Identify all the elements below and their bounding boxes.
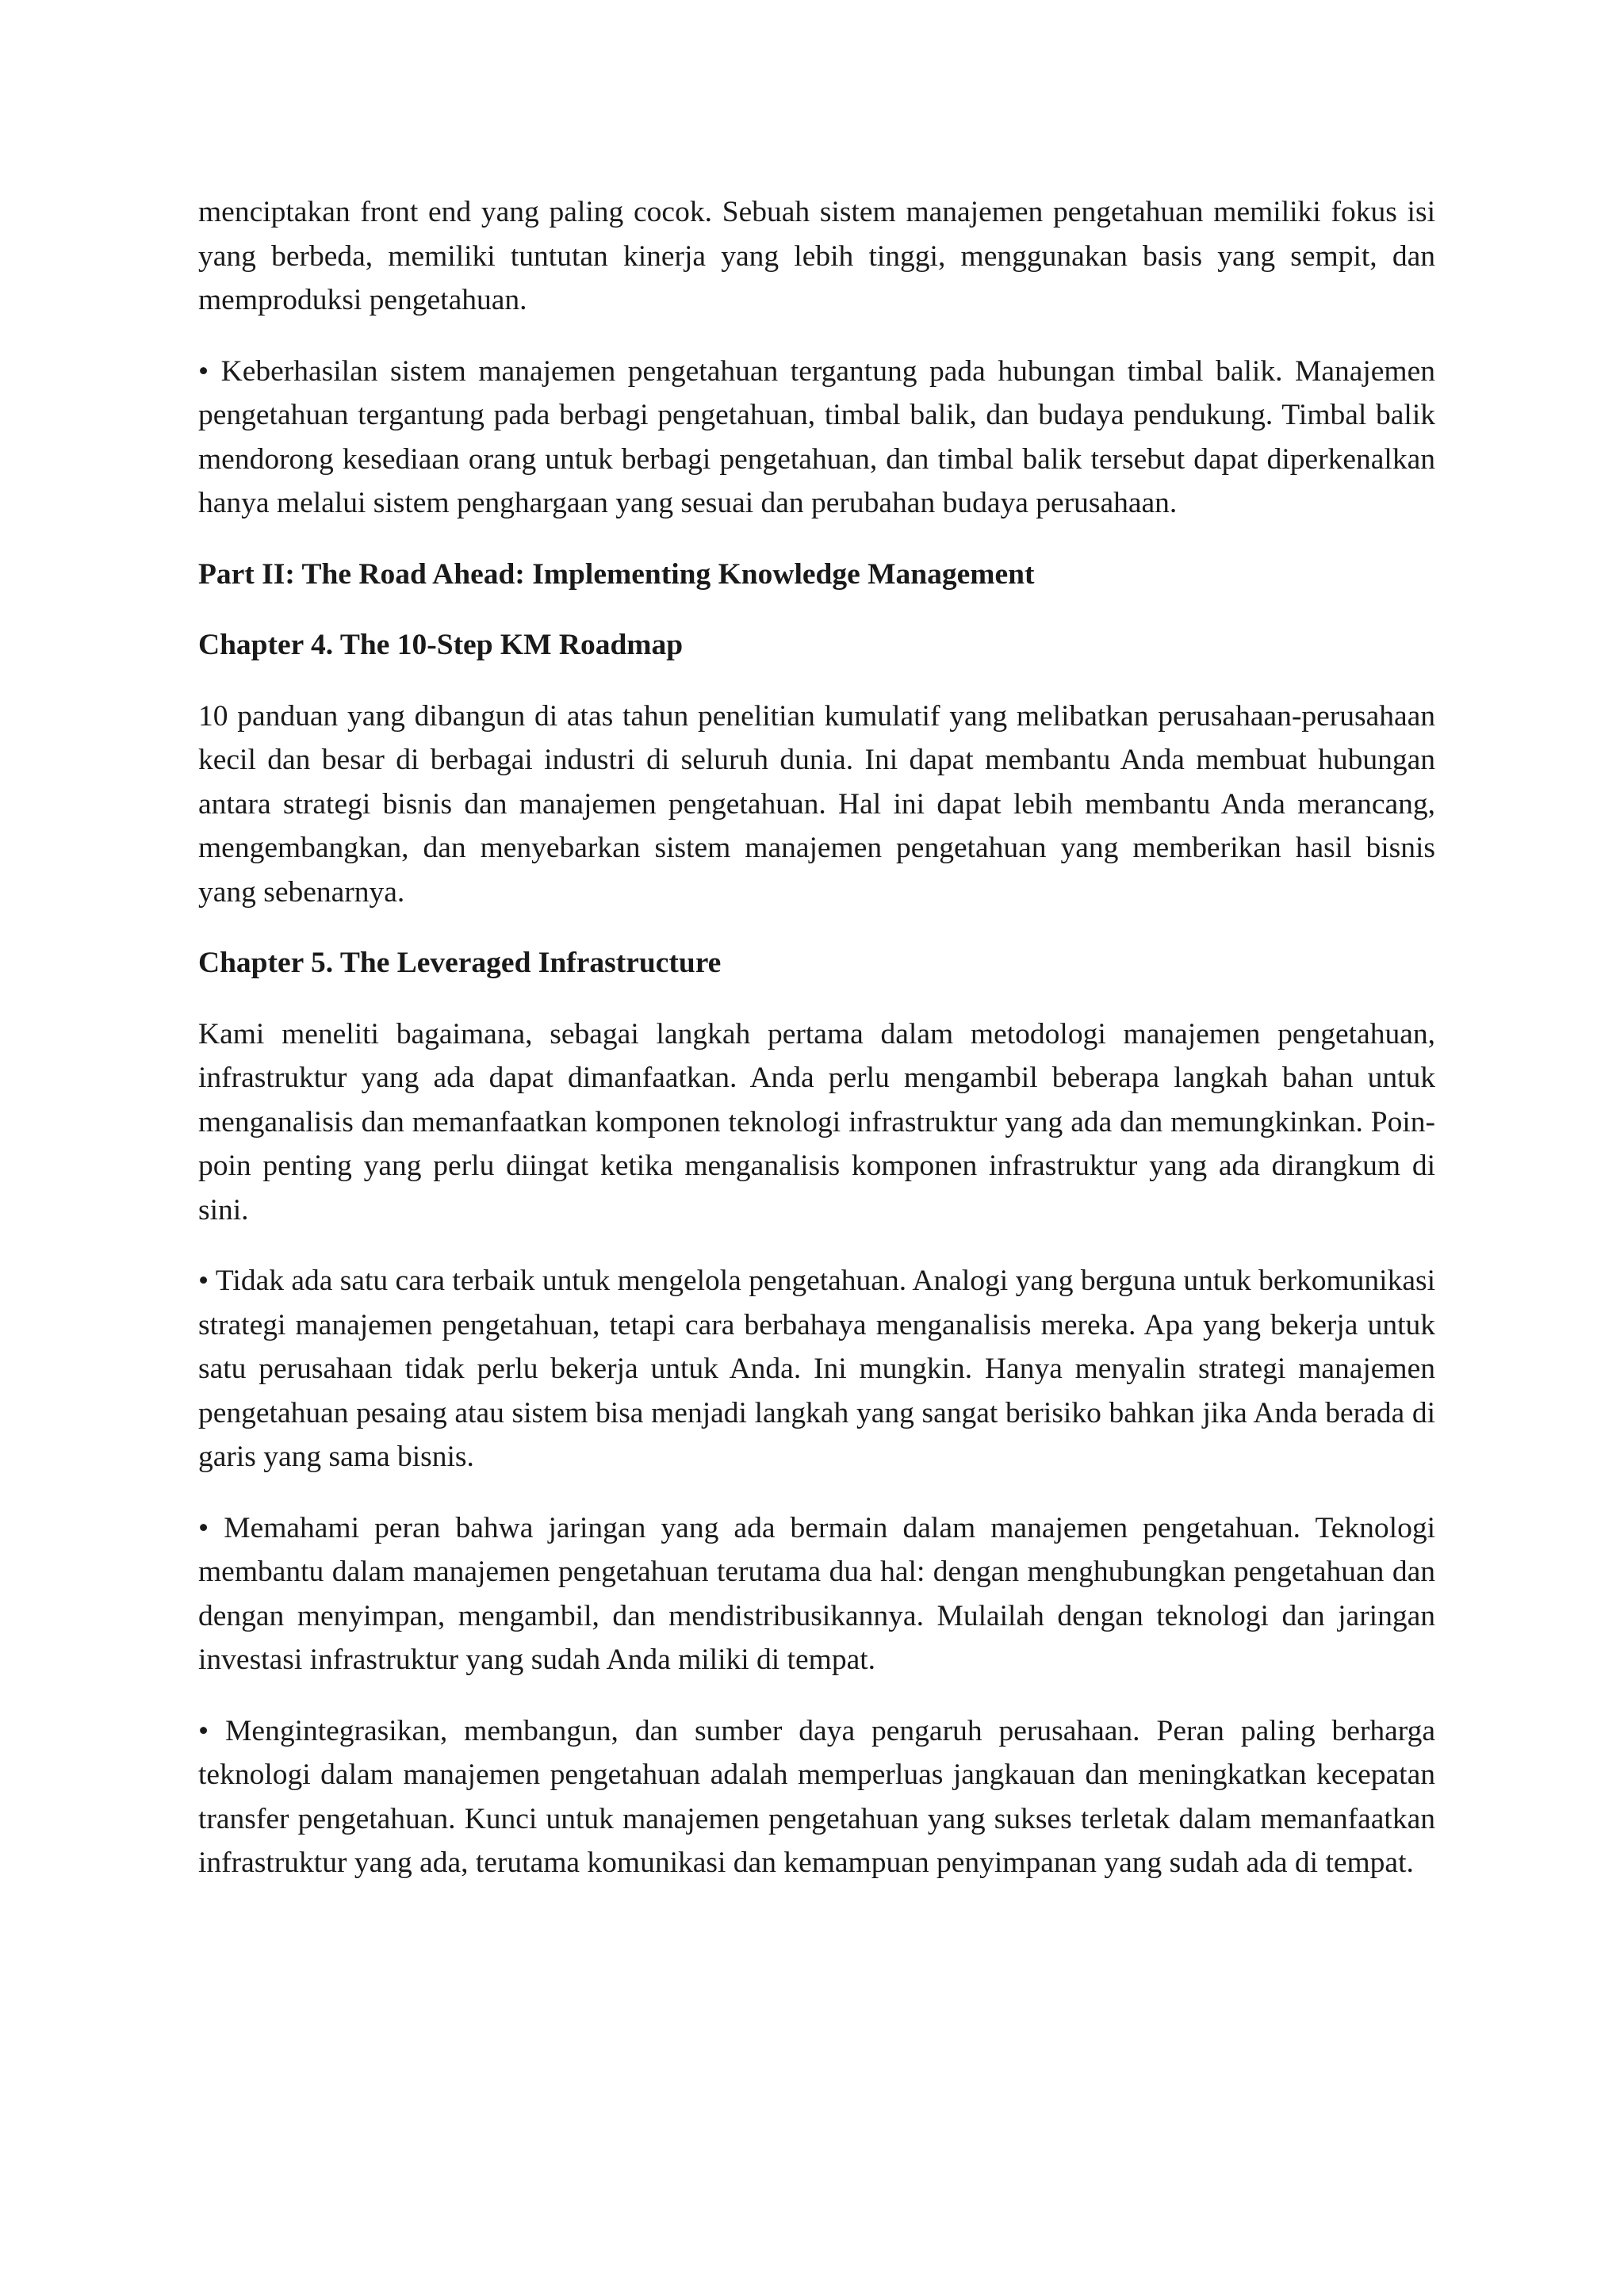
document-page [198,190,1435,1912]
bullet-paragraph-no-best-way: • Tidak ada satu cara terbaik untuk mengelola pengetahuan. Analogi yang berguna untuk berkomunikasi strategi manajemen pengetahuan, tetapi cara berbahaya menganalisis mereka. Apa yang bekerja untuk satu perusahaan tidak perlu bekerja untuk Anda. Ini mungkin. Hanya menyalin strategi manajemen pengetahuan pesaing atau sistem bisa menjadi langkah yang sangat berisiko bahkan jika Anda berada di garis yang sama bisnis. [198,1265,1435,1473]
chapter-4-heading: Chapter 4. The 10-Step KM Roadmap [198,629,684,661]
bullet-paragraph-reciprocity: • Keberhasilan sistem manajemen pengetahuan tergantung pada hubungan timbal balik. Manajemen pengetahuan tergantung pada berbagi pengetahuan, timbal balik, dan budaya pendukung. Timbal balik mendorong kesediaan orang untuk berbagi pengetahuan, dan timbal balik tersebut dapat diperkenalkan hanya melalui sistem penghargaan yang sesuai dan perubahan budaya perusahaan. [198,354,1435,519]
paragraph-continuation: menciptakan front end yang paling cocok. Sebuah sistem manajemen pengetahuan memiliki fokus isi yang berbeda, memiliki tuntutan kinerja yang lebih tinggi, menggunakan basis yang sempit, dan memproduksi pengetahuan. [198,196,1435,316]
bullet-paragraph-integrate: • Mengintegrasikan, membangun, dan sumber daya pengaruh perusahaan. Peran paling berharga teknologi dalam manajemen pengetahuan adalah memperluas jangkauan dan meningkatkan kecepatan transfer pengetahuan. Kunci untuk manajemen pengetahuan yang sukses terletak dalam memanfaatkan infrastruktur yang ada, terutama komunikasi dan kemampuan penyimpanan yang sudah ada di tempat. [198,1714,1435,1879]
part-heading: Part II: The Road Ahead: Implementing Knowledge Management [198,557,1035,591]
bullet-paragraph-networks: • Memahami peran bahwa jaringan yang ada bermain dalam manajemen pengetahuan. Teknologi membantu dalam manajemen pengetahuan terutama dua hal: dengan menghubungkan pengetahuan dan dengan menyimpan, mengambil, dan mendistribusikannya. Mulailah dengan teknologi dan jaringan investasi infrastruktur yang sudah Anda miliki di tempat. [198,1511,1435,1676]
chapter-5-intro-paragraph: Kami meneliti bagaimana, sebagai langkah pertama dalam metodologi manajemen pengetahuan, infrastruktur yang ada dapat dimanfaatkan. Anda perlu mengambil beberapa langkah bahan untuk menganalisis dan memanfaatkan komponen teknologi infrastruktur yang ada dan memungkinkan. Poin-poin penting yang perlu diingat ketika menganalisis komponen infrastruktur yang ada dirangkum di sini. [198,1017,1435,1226]
chapter-4-paragraph: 10 panduan yang dibangun di atas tahun penelitian kumulatif yang melibatkan perusahaan-perusahaan kecil dan besar di berbagai industri di seluruh dunia. Ini dapat membantu Anda membuat hubungan antara strategi bisnis dan manajemen pengetahuan. Hal ini dapat lebih membantu Anda merancang, mengembangkan, dan menyebarkan sistem manajemen pengetahuan yang memberikan hasil bisnis yang sebenarnya. [198,699,1435,909]
chapter-5-heading: Chapter 5. The Leveraged Infrastructure [198,947,722,979]
